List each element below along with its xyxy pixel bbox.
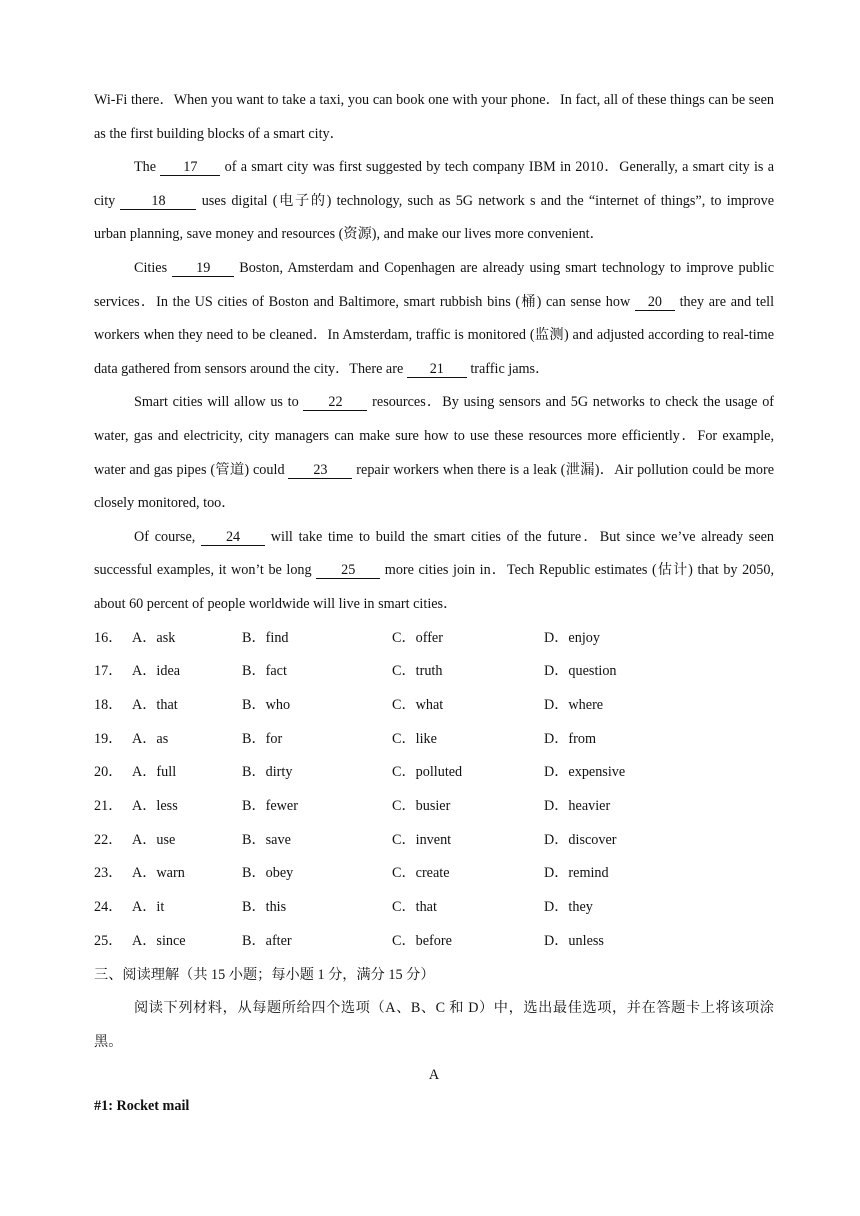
blank-21: 21 (407, 361, 467, 378)
question-number: 16． (94, 629, 123, 646)
blank-22: 22 (303, 394, 367, 411)
option-c: C．busier (392, 798, 451, 815)
option-d: D．from (544, 730, 597, 747)
option-c: C．offer (392, 629, 443, 646)
answer-options (94, 622, 774, 959)
option-d: D．discover (544, 831, 617, 848)
passage-paragraph-2 (94, 151, 774, 252)
text-segment: Smart cities will allow us to (134, 394, 299, 411)
option-b: B．after (242, 932, 292, 949)
question-number: 18． (94, 696, 123, 713)
text-segment: uses digital (电子的) technology, such as 5G network s and the “internet of things”, to improve urban planning, save money and resources (资源), and make our lives more convenient． (94, 192, 774, 243)
option-b: B．fewer (242, 798, 298, 815)
blank-20: 20 (635, 294, 675, 311)
section-instruction: 阅读下列材料，从每题所给四个选项（A、B、C 和 D）中，选出最佳选项，并在答题卡上将该项涂黑。 (94, 1000, 774, 1050)
text-segment: resources．By using sensors and 5G networks to check the usage of water, gas and electricity, city managers can make sure how to use these resources more efficiently．For example, water and gas pipes (管道) could (94, 394, 775, 478)
option-b: B．dirty (242, 764, 293, 781)
option-b: B．who (242, 696, 291, 713)
option-c: C．create (392, 865, 450, 882)
option-a: A．warn (132, 865, 185, 882)
text-segment: repair workers when there is a leak (泄漏)．Air pollution could be more closely monitored, too． (94, 461, 774, 512)
option-d: D．where (544, 696, 604, 713)
text-segment: traffic jams． (470, 360, 550, 377)
question-number: 19． (94, 730, 123, 747)
passage-paragraph-4 (94, 386, 774, 520)
blank-17: 17 (160, 159, 220, 176)
option-a: A．less (132, 798, 178, 815)
option-a: A．use (132, 831, 176, 848)
option-c: C．before (392, 932, 452, 949)
option-d: D．unless (544, 932, 604, 949)
option-a: A．that (132, 696, 178, 713)
option-row-25 (94, 925, 774, 959)
question-number: 17． (94, 663, 123, 680)
question-number: 23． (94, 865, 123, 882)
option-row-16 (94, 622, 774, 656)
option-c: C．what (392, 696, 444, 713)
option-row-18 (94, 689, 774, 723)
option-row-21 (94, 790, 774, 824)
text-segment: Cities (134, 259, 168, 276)
option-c: C．polluted (392, 764, 463, 781)
text-segment: Boston, Amsterdam and Copenhagen are already using smart technology to improve public services．In the US cities of Boston and Baltimore, smart rubbish bins (桶) can sense how (94, 259, 774, 310)
option-b: B．this (242, 899, 287, 916)
question-number: 24． (94, 899, 123, 916)
option-row-23 (94, 857, 774, 891)
document-page (94, 84, 774, 1119)
option-a: A．since (132, 932, 186, 949)
option-a: A．idea (132, 663, 181, 680)
option-row-17 (94, 655, 774, 689)
option-c: C．like (392, 730, 437, 747)
option-c: C．truth (392, 663, 443, 680)
option-d: D．enjoy (544, 629, 600, 646)
passage-paragraph-1: Wi-Fi there．When you want to take a taxi, you can book one with your phone．In fact, all of these things can be seen as the first building blocks of a smart city． (94, 92, 774, 142)
option-a: A．it (132, 899, 165, 916)
option-d: D．question (544, 663, 617, 680)
blank-24: 24 (201, 529, 265, 546)
option-a: A．ask (132, 629, 176, 646)
option-b: B．find (242, 629, 289, 646)
option-row-22 (94, 824, 774, 858)
question-number: 21． (94, 798, 123, 815)
blank-23: 23 (288, 462, 352, 479)
option-d: D．heavier (544, 798, 611, 815)
text-segment: The (134, 159, 157, 176)
option-b: B．fact (242, 663, 287, 680)
blank-18: 18 (120, 193, 196, 210)
option-b: B．obey (242, 865, 294, 882)
question-number: 20． (94, 764, 123, 781)
question-number: 25． (94, 932, 123, 949)
option-d: D．expensive (544, 764, 626, 781)
question-number: 22． (94, 831, 123, 848)
option-c: C．invent (392, 831, 452, 848)
option-a: A．full (132, 764, 177, 781)
blank-25: 25 (316, 562, 380, 579)
option-d: D．remind (544, 865, 609, 882)
option-a: A．as (132, 730, 169, 747)
option-row-19 (94, 723, 774, 757)
option-b: B．save (242, 831, 291, 848)
passage-paragraph-3 (94, 252, 774, 386)
option-row-24 (94, 891, 774, 925)
article-title: #1: Rocket mail (94, 1097, 190, 1114)
text-segment: Of course, (134, 528, 196, 545)
text-segment: more cities join in．Tech Republic estimates (估计) that by 2050, about 60 percent of people worldwide will live in smart cities． (94, 562, 774, 612)
text-segment: of a smart city was first suggested by tech company IBM in 2010．Generally, a smart city is a city (94, 159, 775, 209)
option-d: D．they (544, 899, 593, 916)
option-c: C．that (392, 899, 437, 916)
part-label: A (428, 1067, 440, 1084)
passage-paragraph-5 (94, 521, 774, 622)
option-row-20 (94, 756, 774, 790)
section-heading: 三、阅读理解（共 15 小题；每小题 1 分，满分 15 分） (94, 966, 435, 983)
blank-19: 19 (172, 260, 234, 277)
option-b: B．for (242, 730, 283, 747)
text-segment: they are and tell workers when they need to be cleaned．In Amsterdam, traffic is monitored (监测) and adjusted according to real-time data gathered from sensors around the city．There are (94, 293, 775, 377)
text-segment: will take time to build the smart cities of the future．But since we’ve already seen successful examples, it won’t be long (94, 528, 775, 579)
